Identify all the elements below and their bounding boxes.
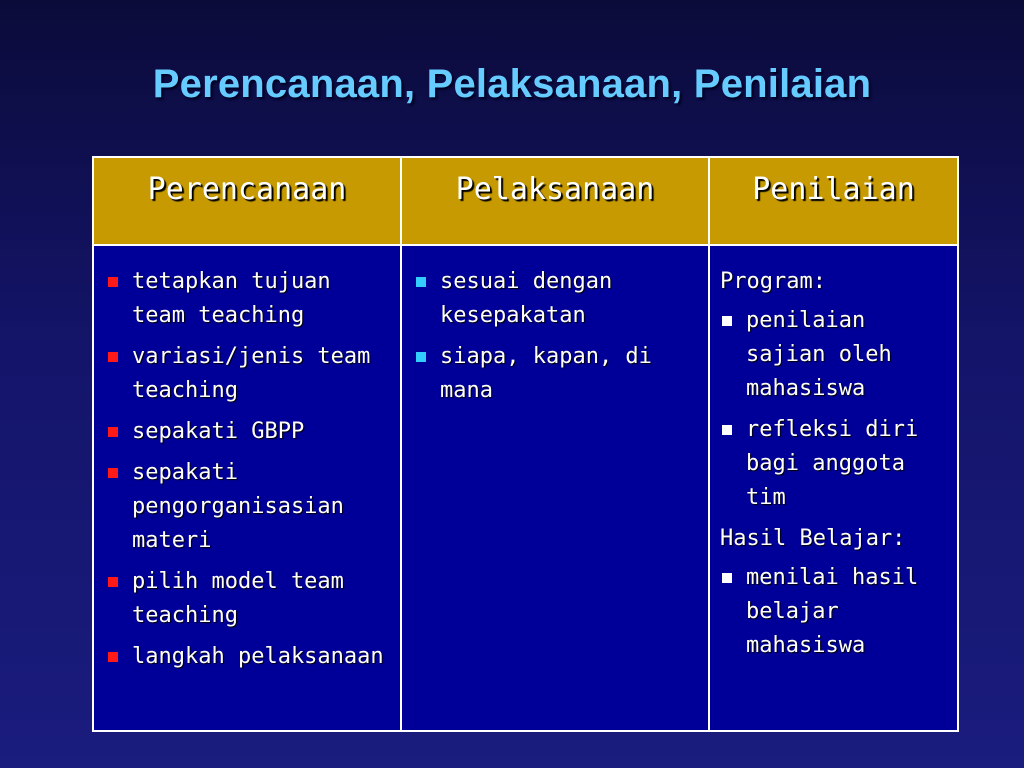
hasil-belajar-label: Hasil Belajar: [720,526,906,551]
square-bullet-icon [108,427,118,437]
perencanaan-list [106,265,390,674]
list-item: refleksi diri bagi anggota tim [720,413,947,515]
square-bullet-icon [108,468,118,478]
hasil-list [720,561,947,663]
list-item: sepakati pengorganisasian materi [106,456,390,558]
content-table [92,156,959,732]
list-item: menilai hasil belajar mahasiswa [720,561,947,663]
square-bullet-icon [416,277,426,287]
header-penilaian-label: Penilaian [752,172,915,207]
list-item: sepakati GBPP [106,415,390,449]
pelaksanaan-list [414,265,698,408]
square-bullet-icon [722,425,732,435]
content-row [93,245,958,731]
list-item: langkah pelaksanaan [106,640,390,674]
list-item: penilaian sajian oleh mahasiswa [720,304,947,406]
header-pelaksanaan [401,157,709,245]
header-penilaian [709,157,958,245]
program-label: Program: [720,269,826,294]
slide-title: Perencanaan, Pelaksanaan, Penilaian [152,62,872,106]
list-item: sesuai dengan kesepakatan [414,265,698,333]
pelaksanaan-cell [401,245,709,731]
perencanaan-cell [93,245,401,731]
header-pelaksanaan-label: Pelaksanaan [455,172,655,207]
square-bullet-icon [108,277,118,287]
square-bullet-icon [108,652,118,662]
square-bullet-icon [108,577,118,587]
square-bullet-icon [108,352,118,362]
header-perencanaan-label: Perencanaan [147,172,347,207]
square-bullet-icon [416,352,426,362]
square-bullet-icon [722,316,732,326]
program-list [720,304,947,515]
list-item: siapa, kapan, di mana [414,340,698,408]
header-perencanaan [93,157,401,245]
list-item: variasi/jenis team teaching [106,340,390,408]
list-item: tetapkan tujuan team teaching [106,265,390,333]
list-item: pilih model team teaching [106,565,390,633]
header-row [93,157,958,245]
penilaian-cell [709,245,958,731]
square-bullet-icon [722,573,732,583]
